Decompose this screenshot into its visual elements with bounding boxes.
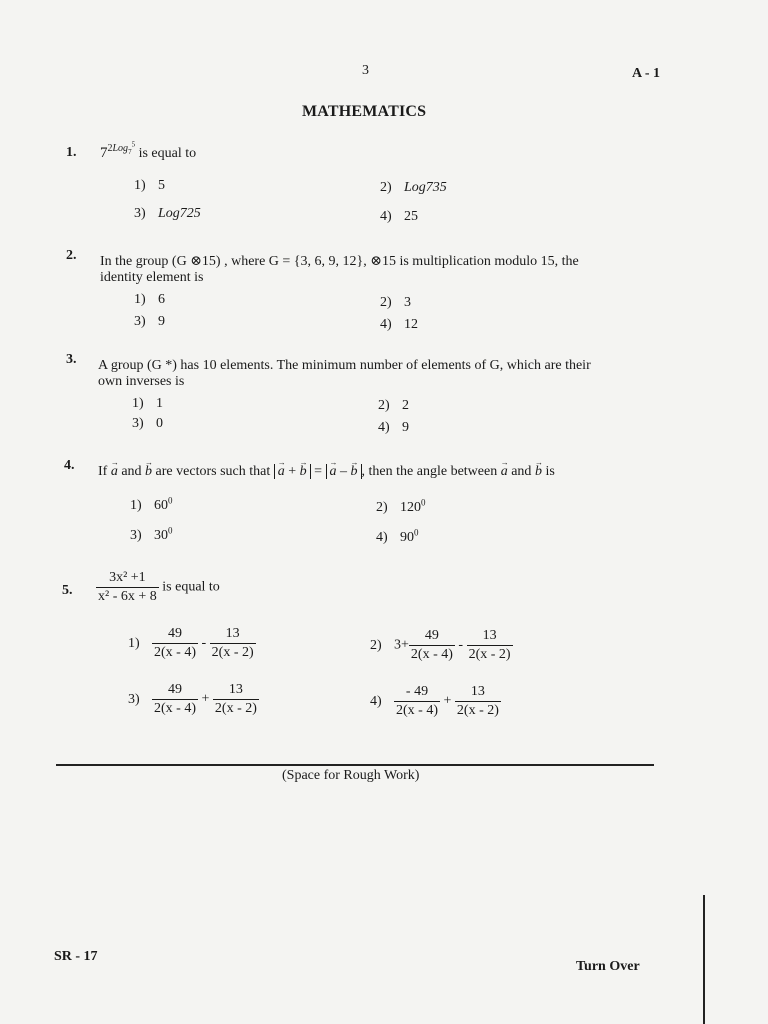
question-text: If → a and → b are vectors such that → a + → b = → a – → b , then the angle between → a and → b is xyxy=(98,464,668,480)
operator: - xyxy=(458,637,464,653)
option[interactable] xyxy=(132,396,163,412)
option-number: 3) xyxy=(132,416,144,431)
option[interactable] xyxy=(130,525,173,544)
option-number: 3) xyxy=(128,691,140,707)
option-number: 3) xyxy=(130,528,142,543)
option-number: 3) xyxy=(134,314,146,329)
option-number: 1) xyxy=(134,178,146,193)
option[interactable] xyxy=(378,420,409,436)
numerator: 13 xyxy=(228,682,243,697)
option-text: 6 xyxy=(158,292,165,307)
option-text: 120 xyxy=(400,500,421,515)
option-number: 1) xyxy=(134,292,146,307)
option[interactable] xyxy=(380,209,418,225)
question-text: $7^{2Log_7^5}$ is equal to xyxy=(100,141,197,161)
option-text: 60 xyxy=(154,498,168,513)
option[interactable] xyxy=(134,178,165,194)
denominator: 2(x - 2) xyxy=(468,647,511,662)
option-number: 2) xyxy=(370,637,382,653)
option[interactable] xyxy=(376,527,419,546)
question-text xyxy=(96,570,220,605)
question-number: 5. xyxy=(62,583,73,598)
vector-b: → b xyxy=(300,464,307,480)
fraction xyxy=(455,684,501,719)
vector-a: → a xyxy=(501,464,508,480)
option[interactable] xyxy=(128,682,259,717)
option[interactable] xyxy=(132,416,163,432)
question-number: 2. xyxy=(66,248,77,263)
numerator: - 49 xyxy=(405,684,429,699)
operator: + xyxy=(443,693,452,709)
question-text-part: If xyxy=(98,464,111,479)
denominator: 2(x - 4) xyxy=(410,647,453,662)
option-number: 4) xyxy=(376,530,388,545)
option-text: 5 xyxy=(158,178,165,193)
degree-mark: 0 xyxy=(168,525,173,536)
fraction xyxy=(409,628,455,663)
question-text-line: identity element is xyxy=(100,270,204,285)
option-text: Log725 xyxy=(158,206,201,221)
denominator: x² - 6x + 8 xyxy=(98,589,157,604)
option-number: 4) xyxy=(378,420,390,435)
question-text xyxy=(98,358,668,390)
option-number: 1) xyxy=(132,396,144,411)
option-text: 90 xyxy=(400,530,414,545)
degree-mark: 0 xyxy=(168,495,173,506)
footer-code: SR - 17 xyxy=(54,949,98,964)
horizontal-divider xyxy=(56,764,654,766)
question-text-line: own inverses is xyxy=(98,374,185,389)
option-number: 4) xyxy=(380,209,392,224)
option-prefix: 3+ xyxy=(394,637,409,653)
option[interactable] xyxy=(380,180,447,196)
question-number: 4. xyxy=(64,458,75,473)
option[interactable] xyxy=(134,206,201,222)
question-text-part: and xyxy=(507,464,535,479)
denominator: 2(x - 4) xyxy=(154,701,196,716)
option-text: Log735 xyxy=(404,180,447,195)
question-text-part: , then the angle between xyxy=(361,464,501,479)
question-text-part: is xyxy=(541,464,555,479)
option-number: 2) xyxy=(380,295,392,310)
option[interactable] xyxy=(130,495,173,514)
numerator: 49 xyxy=(168,626,182,641)
numerator: 3x² +1 xyxy=(109,570,146,585)
option-text: 9 xyxy=(158,314,165,329)
vector-a: → a xyxy=(278,464,285,480)
denominator: 2(x - 4) xyxy=(154,645,196,660)
operator: - xyxy=(201,635,207,651)
vector-a: → a xyxy=(111,464,118,480)
operator: + xyxy=(201,691,210,707)
fraction xyxy=(152,682,198,717)
option-number: 2) xyxy=(376,500,388,515)
denominator: 2(x - 2) xyxy=(211,645,254,660)
numerator: 13 xyxy=(482,628,497,643)
option[interactable] xyxy=(370,684,501,719)
page-number: 3 xyxy=(362,63,369,78)
option-text: 12 xyxy=(404,317,418,332)
option-text: 30 xyxy=(154,528,168,543)
denominator: 2(x - 2) xyxy=(456,703,499,718)
option-text: 3 xyxy=(404,295,411,310)
option-number: 1) xyxy=(128,635,140,651)
option-number: 4) xyxy=(370,693,382,709)
vector-b: → b xyxy=(145,464,152,480)
option-number: 2) xyxy=(378,398,390,413)
question-text-suffix: is equal to xyxy=(158,579,220,595)
question-text-suffix: is equal to xyxy=(135,146,197,161)
fraction xyxy=(394,684,440,719)
option-number: 3) xyxy=(134,206,146,221)
option[interactable] xyxy=(380,317,418,333)
question-text-part: and xyxy=(117,464,146,479)
option[interactable] xyxy=(370,628,513,663)
option[interactable] xyxy=(378,398,409,414)
vector-a: → a xyxy=(330,464,337,480)
numerator: 13 xyxy=(470,684,485,699)
fraction xyxy=(96,570,159,605)
denominator: 2(x - 2) xyxy=(214,701,257,716)
option-number: 1) xyxy=(130,498,142,513)
numerator: 13 xyxy=(225,626,240,641)
vertical-margin-line xyxy=(703,895,705,1024)
question-text-line: A group (G *) has 10 elements. The minimum number of elements of G, which are their xyxy=(98,358,591,373)
option[interactable] xyxy=(128,626,256,661)
question-number: 3. xyxy=(66,352,77,367)
option[interactable] xyxy=(376,497,426,516)
option-text: 1 xyxy=(156,396,163,411)
option-number: 2) xyxy=(380,180,392,195)
option[interactable] xyxy=(380,295,411,311)
rough-work-label: (Space for Rough Work) xyxy=(282,768,420,783)
degree-mark: 0 xyxy=(414,527,419,538)
option-text: 25 xyxy=(404,209,418,224)
paper-code: A - 1 xyxy=(632,66,660,81)
option-text: 0 xyxy=(156,416,163,431)
vector-b: → b xyxy=(351,464,358,480)
option-text: 9 xyxy=(402,420,409,435)
option[interactable] xyxy=(134,314,165,330)
option[interactable] xyxy=(134,292,165,308)
question-text-line: In the group (G ⊗15) , where G = {3, 6, 9, 12}, ⊗15 is multiplication modulo 15, the xyxy=(100,254,579,269)
question-text-part: are vectors such that xyxy=(152,464,274,479)
fraction xyxy=(213,682,259,717)
question-number: 1. xyxy=(66,145,77,160)
option-text: 2 xyxy=(402,398,409,413)
numerator: 49 xyxy=(168,682,182,697)
vector-b: → b xyxy=(535,464,542,480)
magnitude-a-plus-b: → a + → b xyxy=(274,464,311,479)
magnitude-a-minus-b: → a – → b xyxy=(326,464,362,479)
fraction xyxy=(210,626,256,661)
question-text xyxy=(100,254,660,286)
fraction xyxy=(152,626,198,661)
option-number: 4) xyxy=(380,317,392,332)
denominator: 2(x - 4) xyxy=(396,703,438,718)
fraction xyxy=(467,628,513,663)
turn-over-label: Turn Over xyxy=(576,959,640,974)
degree-mark: 0 xyxy=(421,497,426,508)
subject-title: MATHEMATICS xyxy=(302,103,427,120)
numerator: 49 xyxy=(424,628,439,643)
